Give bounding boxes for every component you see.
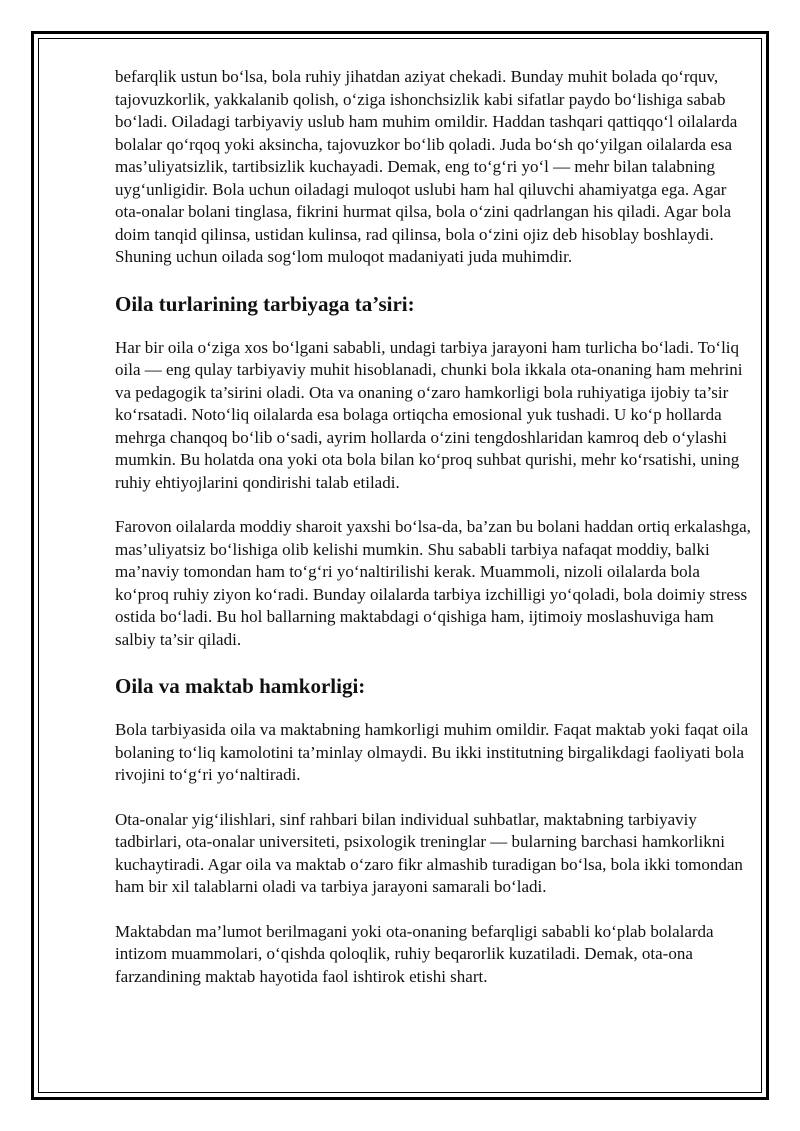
paragraph: Bola tarbiyasida oila va maktabning hamkorligi muhim omildir. Faqat maktab yoki faqat oila bolaning to‘liq kamolotini ta’minlay olmaydi. Bu ikki institutning birgalikdagi faoliyati bola rivojini to‘g‘ri yo‘naltiradi. (115, 720, 749, 784)
document-body (115, 66, 755, 1010)
paragraph: Maktabdan ma’lumot berilmagani yoki ota-onaning befarqligi sababli ko‘plab bolalarda intizom muammolari, o‘qishda qoloqlik, ruhiy beqarorlik kuzatiladi. Demak, ota-ona farzandining maktab hayotida faol ishtirok etishi shart. (115, 921, 714, 986)
paragraph: befarqlik ustun bo‘lsa, bola ruhiy jihatdan aziyat chekadi. Bunday muhit bolada qo‘rquv, tajovuzkorlik, yakkalanib qolish, o‘ziga ishonchsizlik kabi sifatlar paydo bo‘lishiga sabab bo‘ladi. Oiladagi tarbiyaviy uslub ham muhim omildir. Haddan tashqari qattiqqo‘l oilalarda bolalar qo‘rqoq yoki aksincha, tajovuzkor bo‘lib qoladi. Juda bo‘sh qo‘yilgan oilalarda esa mas’uliyatsizlik, tartibsizlik kuchayadi. Demak, eng to‘g‘ri yo‘l — mehr bilan talabning uyg‘unligidir. Bola uchun oiladagi muloqot uslubi ham hal qiluvchi ahamiyatga ega. Agar ota-onalar bolani tinglasa, fikrini hurmat qilsa, bola o‘zini qadrlangan his qiladi. Agar bola doim tanqid qilinsa, ustidan kulinsa, rad qilinsa, bola o‘zini ojiz deb hisoblay boshlaydi. Shuning uchun oilada sog‘lom muloqot madaniyati juda muhimdir. (115, 67, 738, 266)
section-heading: Oila turlarining tarbiyaga ta’siri: (115, 291, 415, 316)
section-heading: Oila va maktab hamkorligi: (115, 674, 366, 698)
paragraph: Har bir oila o‘ziga xos bo‘lgani sababli, undagi tarbiya jarayoni ham turlicha bo‘ladi. To‘liq oila — eng qulay tarbiyaviy muhit hisoblanadi, chunki bola ikkala ota-onaning ham mehrini va pedagogik ta’sirini oladi. Ota va onaning o‘zaro hamkorligi bola ruhiyatiga ijobiy ta’sir ko‘rsatadi. Noto‘liq oilalarda esa bolaga ortiqcha emosional yuk tushadi. U ko‘p hollarda mehrga chanqoq bo‘lib o‘sadi, ayrim hollarda o‘zini tengdoshlaridan kamroq deb o‘ylashi mumkin. Bu holatda ona yoki ota bola bilan ko‘proq suhbat qurishi, mehr ko‘rsatishi, uning ruhiy ehtiyojlarini qondirishi talab etiladi. (115, 337, 743, 492)
paragraph: Ota-onalar yig‘ilishlari, sinf rahbari bilan individual suhbatlar, maktabning tarbiyaviy tadbirlari, ota-onalar universiteti, psixologik treninglar — bularning barchasi hamkorlikni kuchaytiradi. Agar oila va maktab o‘zaro fikr almashib turadigan bo‘lsa, bola ikki tomondan ham bir xil talablarni oladi va tarbiya jarayoni samarali bo‘ladi. (115, 809, 743, 896)
paragraph: Farovon oilalarda moddiy sharoit yaxshi bo‘lsa-da, ba’zan bu bolani haddan ortiq erkalashga, mas’uliyatsiz bo‘lishiga olib kelishi mumkin. Shu sababli tarbiya nafaqat moddiy, balki ma’naviy tomondan ham to‘g‘ri yo‘naltirilishi kerak. Muammoli, nizoli oilalarda bola ko‘proq ruhiy ziyon ko‘radi. Bunday oilalarda tarbiya izchilligi yo‘qoladi, bola doimiy stress ostida bo‘ladi. Bu hol ballarning maktabdagi o‘qishiga ham, ijtimoiy moslashuviga ham salbiy ta’sir qiladi. (115, 517, 751, 649)
